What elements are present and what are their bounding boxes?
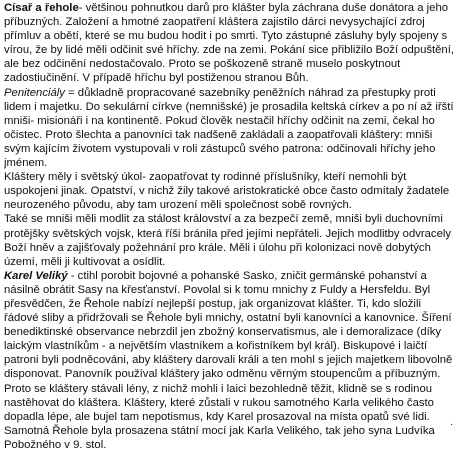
- text-line: svým kajícím životem vystupovali v roli zástupců svého patrona: odčinovali hříchy jeho: [4, 142, 436, 155]
- text-line: lidem i majetku. Do sekulární církve (nemnišské) je prosadila keltská církev a po ní až iřští: [4, 100, 454, 113]
- text-line: Také se mniši měli modlit za stálost království a za bezpečí země, mniši byli duchovními: [4, 213, 443, 226]
- line-text: - ctihl porobit bojovné a pohanské Sasko, zničit germánské pohanství a: [67, 269, 427, 282]
- text-line: benediktinské observance nebrzdil jen zbožný konservatismus, ale i demoralizace (díky: [4, 326, 442, 339]
- text-line: protějšky světských vojsk, která říši bránila před jejími nepřáteli. Jejich modlitby odvracely: [4, 227, 452, 240]
- text-line: ale bez odčinění nedostačovalo. Proto se poškozeně straně muselo poskytnout: [4, 58, 401, 71]
- text-line: laickým vlastníkům - a největším vlastníkem a kořistníkem byl král). Biskupové i laičtí: [4, 340, 428, 353]
- text-line: [4, 1, 463, 15]
- text-line: jménem.: [4, 157, 48, 170]
- text-line: Boží hněv a zajišťovaly požehnání pro krále. Měli i úlohu při kolonizaci nově dobytých: [4, 241, 431, 254]
- text-line: mniši- misionáři i na kontinentě. Pokud člověk nestačil hříchy odčinit na zemi, čekal ho: [4, 114, 435, 127]
- text-line: dopadla lépe, ale bujel tam nepotismus, kdy Karel prosazoval na místa opatů své lidi.: [4, 410, 430, 423]
- text-line: neurozeného původu, aby tam urození měli společnost sobě rovných.: [4, 199, 352, 212]
- line-text: - většinou pohnutkou darů pro klášter byla záchrana duše donátora a jeho: [78, 2, 449, 14]
- text-line: přímluv a obětí, které se mu budou hodit i po smrti. Tyto zástupné zásluhy byly spojeny s: [4, 30, 448, 43]
- text-line: řádové sliby a přidržovali se Řehole byli mnichy, ostatní byli kanovníci a kanovnice. Šíření: [4, 312, 452, 325]
- heading-term: Karel Veliký: [4, 269, 68, 282]
- text-line: příbuzných. Založení a hmotné zaopatření kláštera zajistilo dárci nevysychající zdroj: [4, 16, 425, 29]
- heading-term: Penitenciály: [4, 86, 65, 99]
- text-line: Samotná Řehole byla prosazena státní mocí jak Karla Velikého, tak jeho syna Ludvíka: [4, 424, 435, 437]
- text-line: patroni byli podněcováni, aby kláštery darovali králi a ten mohl s jejich majetkem libovolně: [4, 354, 453, 367]
- text-line: vírou, že by lidé měli odčinit své hříchy. zde na zemi. Pokání sice přibližilo Boží odpuštění,: [4, 44, 454, 57]
- text-line: zadostiučinění. V případě hříchu byl postiženou stranou Bůh.: [4, 72, 309, 85]
- text-line: disponovat. Panovník používal kláštery jako odměnu věrným stoupencům a příbuzným.: [4, 368, 441, 381]
- text-line: uspokojeni jinak. Opatství, v nichž žily takové aristokratické obce často odmítaly žadatele: [4, 185, 450, 198]
- text-line: Proto se kláštery stávali lény, z nichž mohli i laici bezohledně těžit, klidně se s rodinou: [4, 382, 433, 395]
- text-line: Kláštery měly i světský úkol- zaopatřovat ty rodinné příslušníky, kteří nemohli být: [4, 171, 407, 184]
- text-line: očistec. Proto šlechta a panovníci tak nadšeně zakládali a zaopatřovali kláštery: mniši: [4, 128, 433, 141]
- text-line: Pobožného v 9. stol.: [4, 438, 107, 451]
- end-mark: .: [450, 417, 453, 428]
- text-line: [4, 269, 463, 283]
- text-line: [4, 86, 463, 100]
- text-line: přesvědčen, že Řehole nabízí nejlepší postup, jak organizovat klášter. Ti, kdo složili: [4, 297, 421, 310]
- heading-term: Císař a řehole: [4, 2, 79, 14]
- text-line: násilně obrátit Sasy na křesťanství. Povolal si k tomu mnichy z Fuldy a Hersfeldu. Byl: [4, 283, 431, 296]
- text-line: nastěhovat do kláštera. Kláštery, které zůstali v rukou samotného Karla velikého často: [4, 396, 434, 409]
- line-text: = důkladně propracované sazebníky peněžních náhrad za přestupky proti: [64, 86, 436, 99]
- text-line: území, měli ji kultivovat a osídlit.: [4, 255, 166, 268]
